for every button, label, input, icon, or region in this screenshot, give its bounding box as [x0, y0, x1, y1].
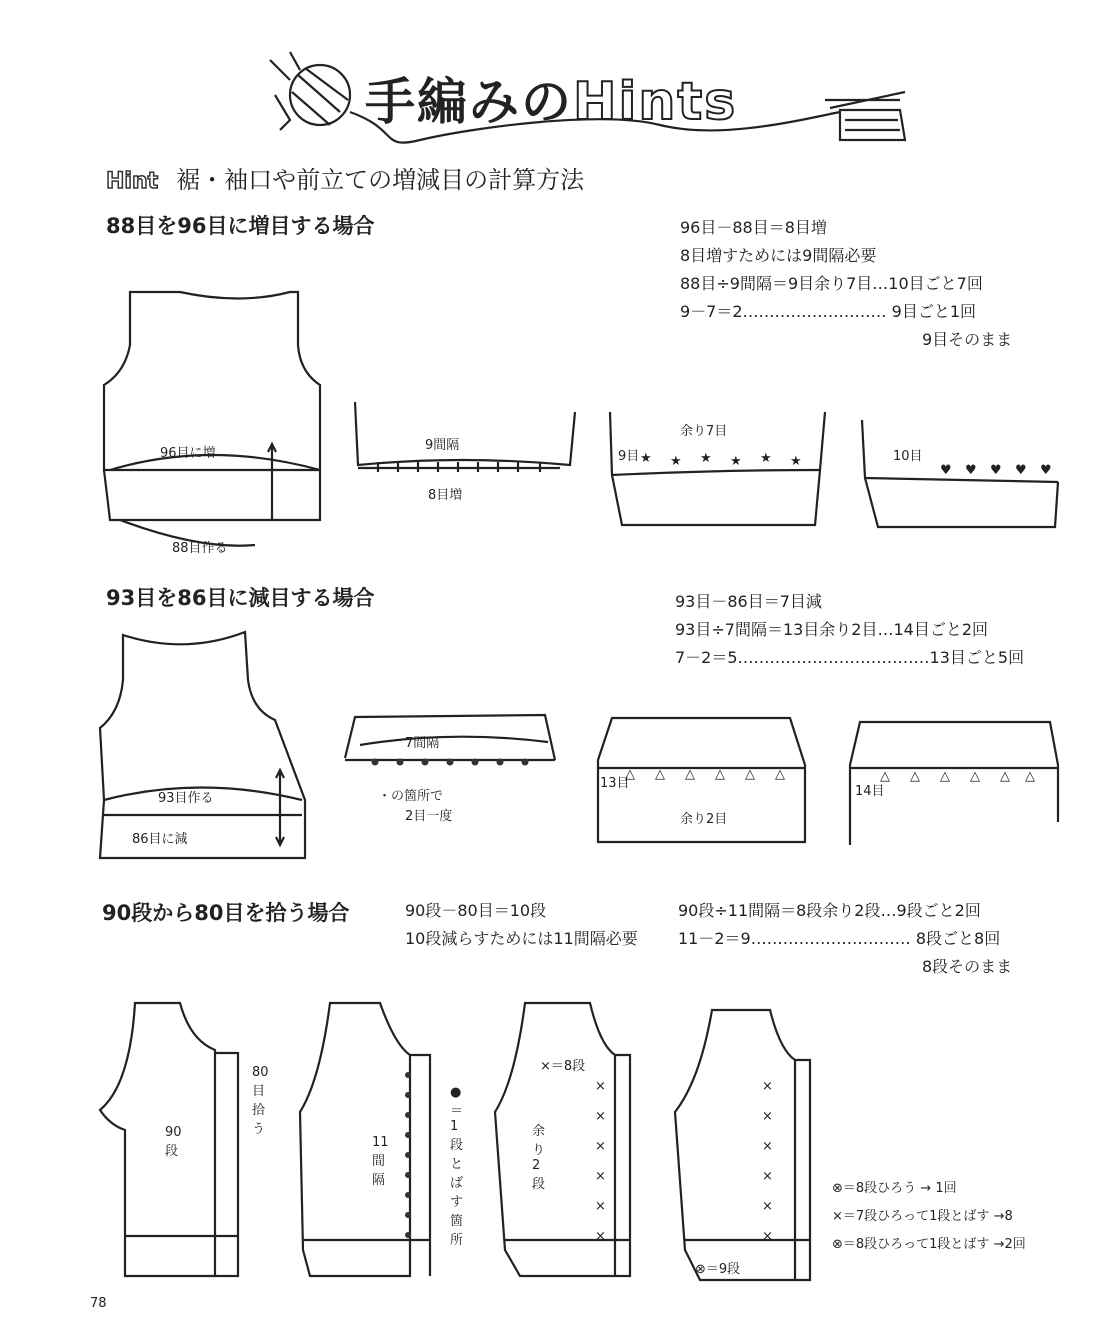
svg-text:△: △ — [1025, 769, 1035, 784]
section1-calc — [680, 214, 1012, 354]
svg-text:★: ★ — [670, 454, 682, 469]
svg-text:×: × — [762, 1169, 773, 1184]
section3-legend — [832, 1175, 1026, 1259]
band-diagram-1a — [355, 402, 575, 472]
calc-line: 96目－88目＝8目増 — [680, 218, 827, 237]
front-diagram-4 — [675, 1010, 810, 1280]
svg-text:♥: ♥ — [965, 463, 977, 478]
title-jp: 手編みの — [365, 73, 573, 131]
calc-line: 88目÷9間隔＝9目余り7目…10目ごと7回 — [680, 274, 983, 293]
svg-text:△: △ — [655, 767, 665, 782]
svg-text:★: ★ — [730, 454, 742, 469]
svg-text:★: ★ — [640, 451, 652, 466]
svg-text:♥: ♥ — [1040, 463, 1052, 478]
section1-heading: 88目を96目に増目する場合 — [106, 214, 375, 238]
svg-text:×: × — [595, 1199, 606, 1214]
legend-line: ⊗＝8段ひろう → 1回 — [832, 1181, 957, 1196]
label-remainder-2: 余り2目 — [680, 812, 728, 827]
calc-line: 90段－80目＝10段 — [405, 901, 547, 920]
svg-text:♥: ♥ — [990, 463, 1002, 478]
svg-text:♥: ♥ — [1015, 463, 1027, 478]
label-cast-on: 88目作る — [172, 541, 228, 556]
svg-text:×: × — [595, 1169, 606, 1184]
calc-line: 11－2＝9………………………… 8段ごと8回 — [678, 929, 1001, 948]
legend-line: ×＝7段ひろって1段とばす →8 — [832, 1209, 1013, 1224]
label-intervals: 9間隔 — [425, 438, 460, 453]
svg-text:△: △ — [940, 769, 950, 784]
front-diagram-3 — [495, 1003, 630, 1276]
calc-line: 9－7＝2……………………… 9目ごと1回 — [680, 302, 977, 321]
svg-text:△: △ — [715, 767, 725, 782]
calc-line: 7－2＝5………………………………13目ごと5回 — [675, 648, 1025, 667]
page-title — [365, 62, 737, 134]
svg-text:×: × — [595, 1139, 606, 1154]
svg-text:△: △ — [745, 767, 755, 782]
label-remainder: 余り7目 — [680, 424, 728, 439]
svg-text:×: × — [762, 1229, 773, 1244]
label-note2: 2目一度 — [405, 809, 453, 824]
label-skip: ●＝1段とばす箇所 — [450, 1085, 464, 1248]
label-intervals-7: 7間隔 — [405, 736, 440, 751]
legend-line: ⊗＝8段ひろって1段とばす →2回 — [832, 1237, 1026, 1252]
label-13: 13目 — [600, 776, 630, 791]
calc-line: 9目そのまま — [922, 330, 1013, 349]
vest-diagram-1 — [104, 292, 320, 546]
svg-text:×: × — [595, 1229, 606, 1244]
svg-text:×: × — [762, 1079, 773, 1094]
calc-line: 8段そのまま — [922, 957, 1013, 976]
band-diagram-2a — [345, 715, 555, 760]
label-rem2: 余り2段 — [532, 1124, 546, 1192]
calc-line: 93目÷7間隔＝13目余り2目…14目ごと2回 — [675, 620, 989, 639]
hint-tag: Hint — [106, 169, 159, 194]
vest-diagram-2 — [100, 632, 305, 858]
label-note1: ・の箇所で — [378, 789, 444, 804]
label-cast-on-93: 93目作る — [158, 791, 214, 806]
hint-line — [106, 160, 584, 195]
label-10: 10目 — [893, 449, 923, 464]
label-x8: ×＝8段 — [540, 1059, 586, 1074]
section2-calc — [675, 588, 1024, 672]
label-q9: ⊗＝9段 — [695, 1262, 741, 1277]
label-decrease: 86目に減 — [132, 832, 188, 847]
svg-text:△: △ — [970, 769, 980, 784]
svg-text:△: △ — [685, 767, 695, 782]
svg-text:△: △ — [775, 767, 785, 782]
section3-calc-left — [405, 897, 638, 953]
label-9: 9目 — [618, 449, 640, 464]
svg-text:△: △ — [880, 769, 890, 784]
svg-text:★: ★ — [700, 451, 712, 466]
svg-text:×: × — [595, 1079, 606, 1094]
calc-line: 93目－86目＝7目減 — [675, 592, 822, 611]
svg-text:×: × — [762, 1139, 773, 1154]
section3-calc-right — [678, 897, 1012, 981]
calc-line: 8目増すためには9間隔必要 — [680, 246, 877, 265]
hint-text: 裾・袖口や前立ての増減目の計算方法 — [176, 166, 585, 194]
svg-text:×: × — [762, 1109, 773, 1124]
title-latin: Hints — [573, 72, 738, 132]
svg-text:★: ★ — [760, 451, 772, 466]
section2-heading: 93目を86目に減目する場合 — [106, 586, 375, 610]
svg-text:△: △ — [910, 769, 920, 784]
label-pick80: 80目拾う — [252, 1065, 269, 1137]
svg-text:×: × — [762, 1199, 773, 1214]
svg-text:♥: ♥ — [940, 463, 952, 478]
calc-line: 10段減らすためには11間隔必要 — [405, 929, 638, 948]
page-number: 78 — [90, 1296, 107, 1311]
knitting-needles-icon — [825, 92, 905, 140]
calc-line: 90段÷11間隔＝8段余り2段…9段ごと2回 — [678, 901, 981, 920]
band-diagram-1c — [862, 420, 1058, 527]
label-intervals-11: 11間隔 — [372, 1135, 389, 1188]
svg-text:△: △ — [1000, 769, 1010, 784]
label-rows90: 90段 — [165, 1125, 182, 1159]
svg-text:△: △ — [625, 767, 635, 782]
label-inc8: 8目増 — [428, 488, 463, 503]
svg-text:★: ★ — [790, 454, 802, 469]
section3-heading: 90段から80目を拾う場合 — [102, 901, 350, 925]
label-14: 14目 — [855, 784, 885, 799]
svg-text:×: × — [595, 1109, 606, 1124]
label-increase: 96目に増 — [160, 446, 216, 461]
